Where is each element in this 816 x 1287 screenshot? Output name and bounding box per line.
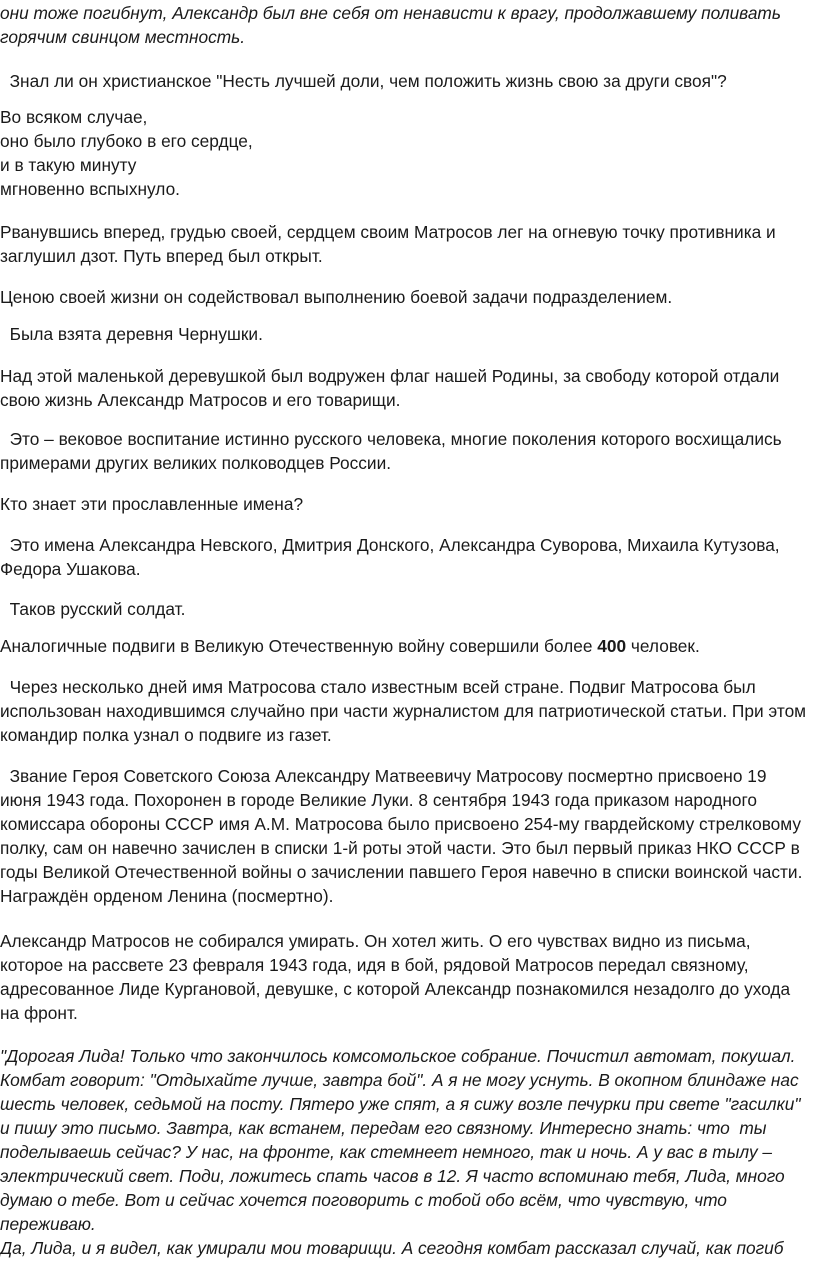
- paragraph-15: Александр Матросов не собирался умирать. Он хотел жить. О его чувствах видно из письма, которое на рассвете 23 февраля 1943 года, идя в бой, рядовой Матросов передал связному, адресованное Лиде Кургановой, девушке, с которой Александр познакомился незадолго до ухода на фронт.: [0, 931, 795, 1023]
- paragraph-13: Через несколько дней имя Матросова стало известным всей стране. Подвиг Матросова был использован находившимся случайно при части журналистом для патриотической статьи. При этом командир полка узнал о подвиге из газет.: [0, 677, 811, 745]
- paragraph-12: [0, 634, 812, 658]
- paragraph-11: Таков русский солдат.: [0, 599, 186, 619]
- paragraph-6: Была взята деревня Чернушки.: [0, 324, 263, 344]
- paragraph-5: Ценою своей жизни он содействовал выполнению боевой задачи подразделением.: [0, 287, 673, 307]
- paragraph-3: Во всяком случае, оно было глубоко в его сердце, и в такую минуту мгновенно вспыхнуло.: [0, 107, 253, 199]
- paragraph-1: они тоже погибнут, Александр был вне себя от ненависти к врагу, продолжавшему поливать горячим свинцом местность.: [0, 3, 786, 47]
- letter-quote: "Дорогая Лида! Только что закончилось комсомольское собрание. Почистил автомат, покушал. Комбат говорит: "Отдыхайте лучше, завтра бой". А я не могу уснуть. В окопном блиндаже нас шесть человек, седьмой на посту. Пятеро уже спят, а я сижу возле печурки при свете "гасилки" и пишу это письмо. Завтра, как встанем, передам его связному. Интересно знать: что ты поделываешь сейчас? У нас, на фронте, как стемнеет немного, так и ночь. А у вас в тылу – электрический свет. Поди, ложитесь спать часов в 12. Я часто вспоминаю тебя, Лида, много думаю о тебе. Вот и сейчас хочется поговорить с тобой обо всём, что чувствую, что переживаю. Да, Лида, и я видел, как умирали мои товарищи. А сегодня комбат рассказал случай, как погиб: [0, 1046, 801, 1258]
- paragraph-9: Кто знает эти прославленные имена?: [0, 494, 304, 514]
- paragraph-4: Рванувшись вперед, грудью своей, сердцем своим Матросов лег на огневую точку противника и заглушил дзот. Путь вперед был открыт.: [0, 222, 781, 266]
- paragraph-10: Это имена Александра Невского, Дмитрия Донского, Александра Суворова, Михаила Кутузова, Федора Ушакова.: [0, 535, 785, 579]
- paragraph-8: Это – вековое воспитание истинно русского человека, многие поколения которого восхищались примерами других великих полководцев России.: [0, 429, 787, 473]
- paragraph-12-number: 400: [597, 636, 627, 656]
- paragraph-14: Звание Героя Советского Союза Александру Матвеевичу Матросову посмертно присвоено 19 июня 1943 года. Похоронен в городе Великие Луки. 8 сентября 1943 года приказом народного комиссара обороны СССР имя А.М. Матросова было присвоено 254-му гвардейскому стрелковому полку, сам он навечно зачислен в списки 1-й роты этой части. Это был первый приказ НКО СССР в годы Великой Отечественной войны о зачислении павшего Героя навечно в списки воинской части. Награждён орденом Ленина (посмертно).: [0, 766, 808, 906]
- paragraph-7: Над этой маленькой деревушкой был водружен флаг нашей Родины, за свободу которой отдали свою жизнь Александр Матросов и его товарищи.: [0, 366, 785, 410]
- paragraph-12-text-after: человек.: [626, 636, 700, 656]
- paragraph-12-text-before: Аналогичные подвиги в Великую Отечественную войну совершили более: [0, 636, 598, 656]
- paragraph-2: Знал ли он христианское "Несть лучшей доли, чем положить жизнь свою за други своя"?: [0, 71, 727, 91]
